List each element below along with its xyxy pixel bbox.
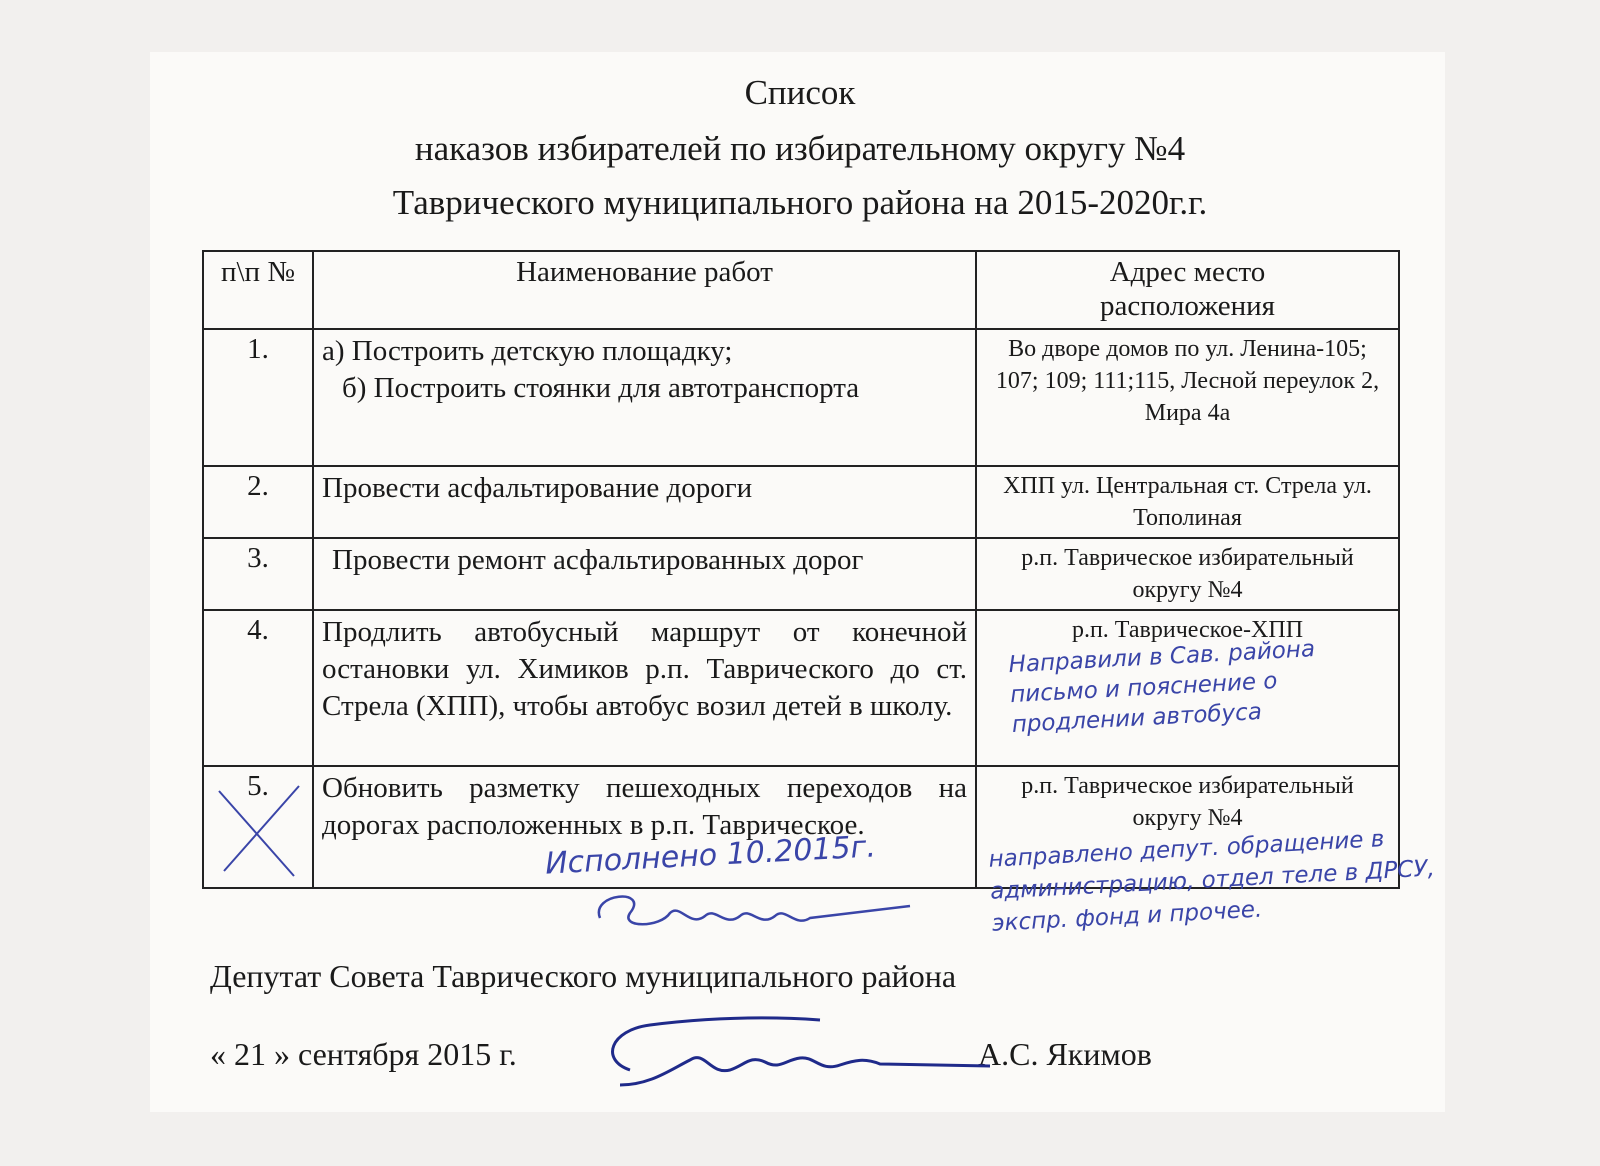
row-num: 3. [203,538,313,610]
handwritten-note-done: Исполнено 10.2015г. [544,829,877,882]
row-addr-text: р.п. Таврическое-ХПП [1071,617,1304,643]
header-work: Наименование работ [313,251,976,329]
row-work-b: б) Построить стоянки для автотранспорта [342,372,860,404]
row-work-a: а) Построить детскую площадку; [322,335,733,367]
handwritten-note-row4: Направили в Сав. района письмо и пояснение о продлении автобуса [1008,636,1316,739]
table-row [203,538,1399,610]
table-header-row [203,251,1399,329]
row-num: 4. [203,610,313,766]
table-row [203,329,1399,466]
row-num: 2. [203,466,313,538]
row-num [203,766,313,888]
header-num: п\п № [203,251,313,329]
title-line-3: Таврического муниципального района на 2015-2020г.г. [392,183,1208,222]
header-addr: Адрес место расположения [976,251,1399,329]
row-num: 1. [203,329,313,466]
handwritten-note-row5: направлено депут. обращение в администрацию, отдел теле в ДРСУ, экспр. фонд и прочее. [987,826,1436,937]
date-line: « 21 » сентября 2015 г. [210,1036,517,1072]
row-addr: Во дворе домов по ул. Ленина-105; 107; 109; 111;115, Лесной переулок 2, Мира 4а [976,329,1399,466]
row-addr: р.п. Таврическое избирательный округу №4 [976,766,1399,888]
title-line-2: наказов избирателей по избирательному округу №4 [414,129,1186,168]
table-row [203,466,1399,538]
row-work: Провести асфальтирование дороги [313,466,976,538]
row-work [313,329,976,466]
row-work: Провести ремонт асфальтированных дорог [313,538,976,610]
orders-table [202,250,1400,889]
cross-mark-icon [214,781,304,881]
deputy-name: А.С. Якимов [978,1036,1152,1072]
deputy-line: Депутат Совета Таврического муниципального района [210,958,957,994]
row-work: Продлить автобусный маршрут от конечной остановки ул. Химиков р.п. Таврического до ст. Стрела (ХПП), чтобы автобус возил детей в школу. [313,610,976,766]
row-work: Обновить разметку пешеходных переходов на дорогах расположенных в р.п. Таврическое. [313,766,976,888]
row-addr: р.п. Таврическое избирательный округу №4 [976,538,1399,610]
row-num-text: 5. [247,770,269,802]
title-line-1: Список [744,73,856,112]
initials-signature-icon [590,888,920,948]
signature-icon [590,1000,1010,1100]
row-addr: ХПП ул. Центральная ст. Стрела ул. Тополиная [976,466,1399,538]
